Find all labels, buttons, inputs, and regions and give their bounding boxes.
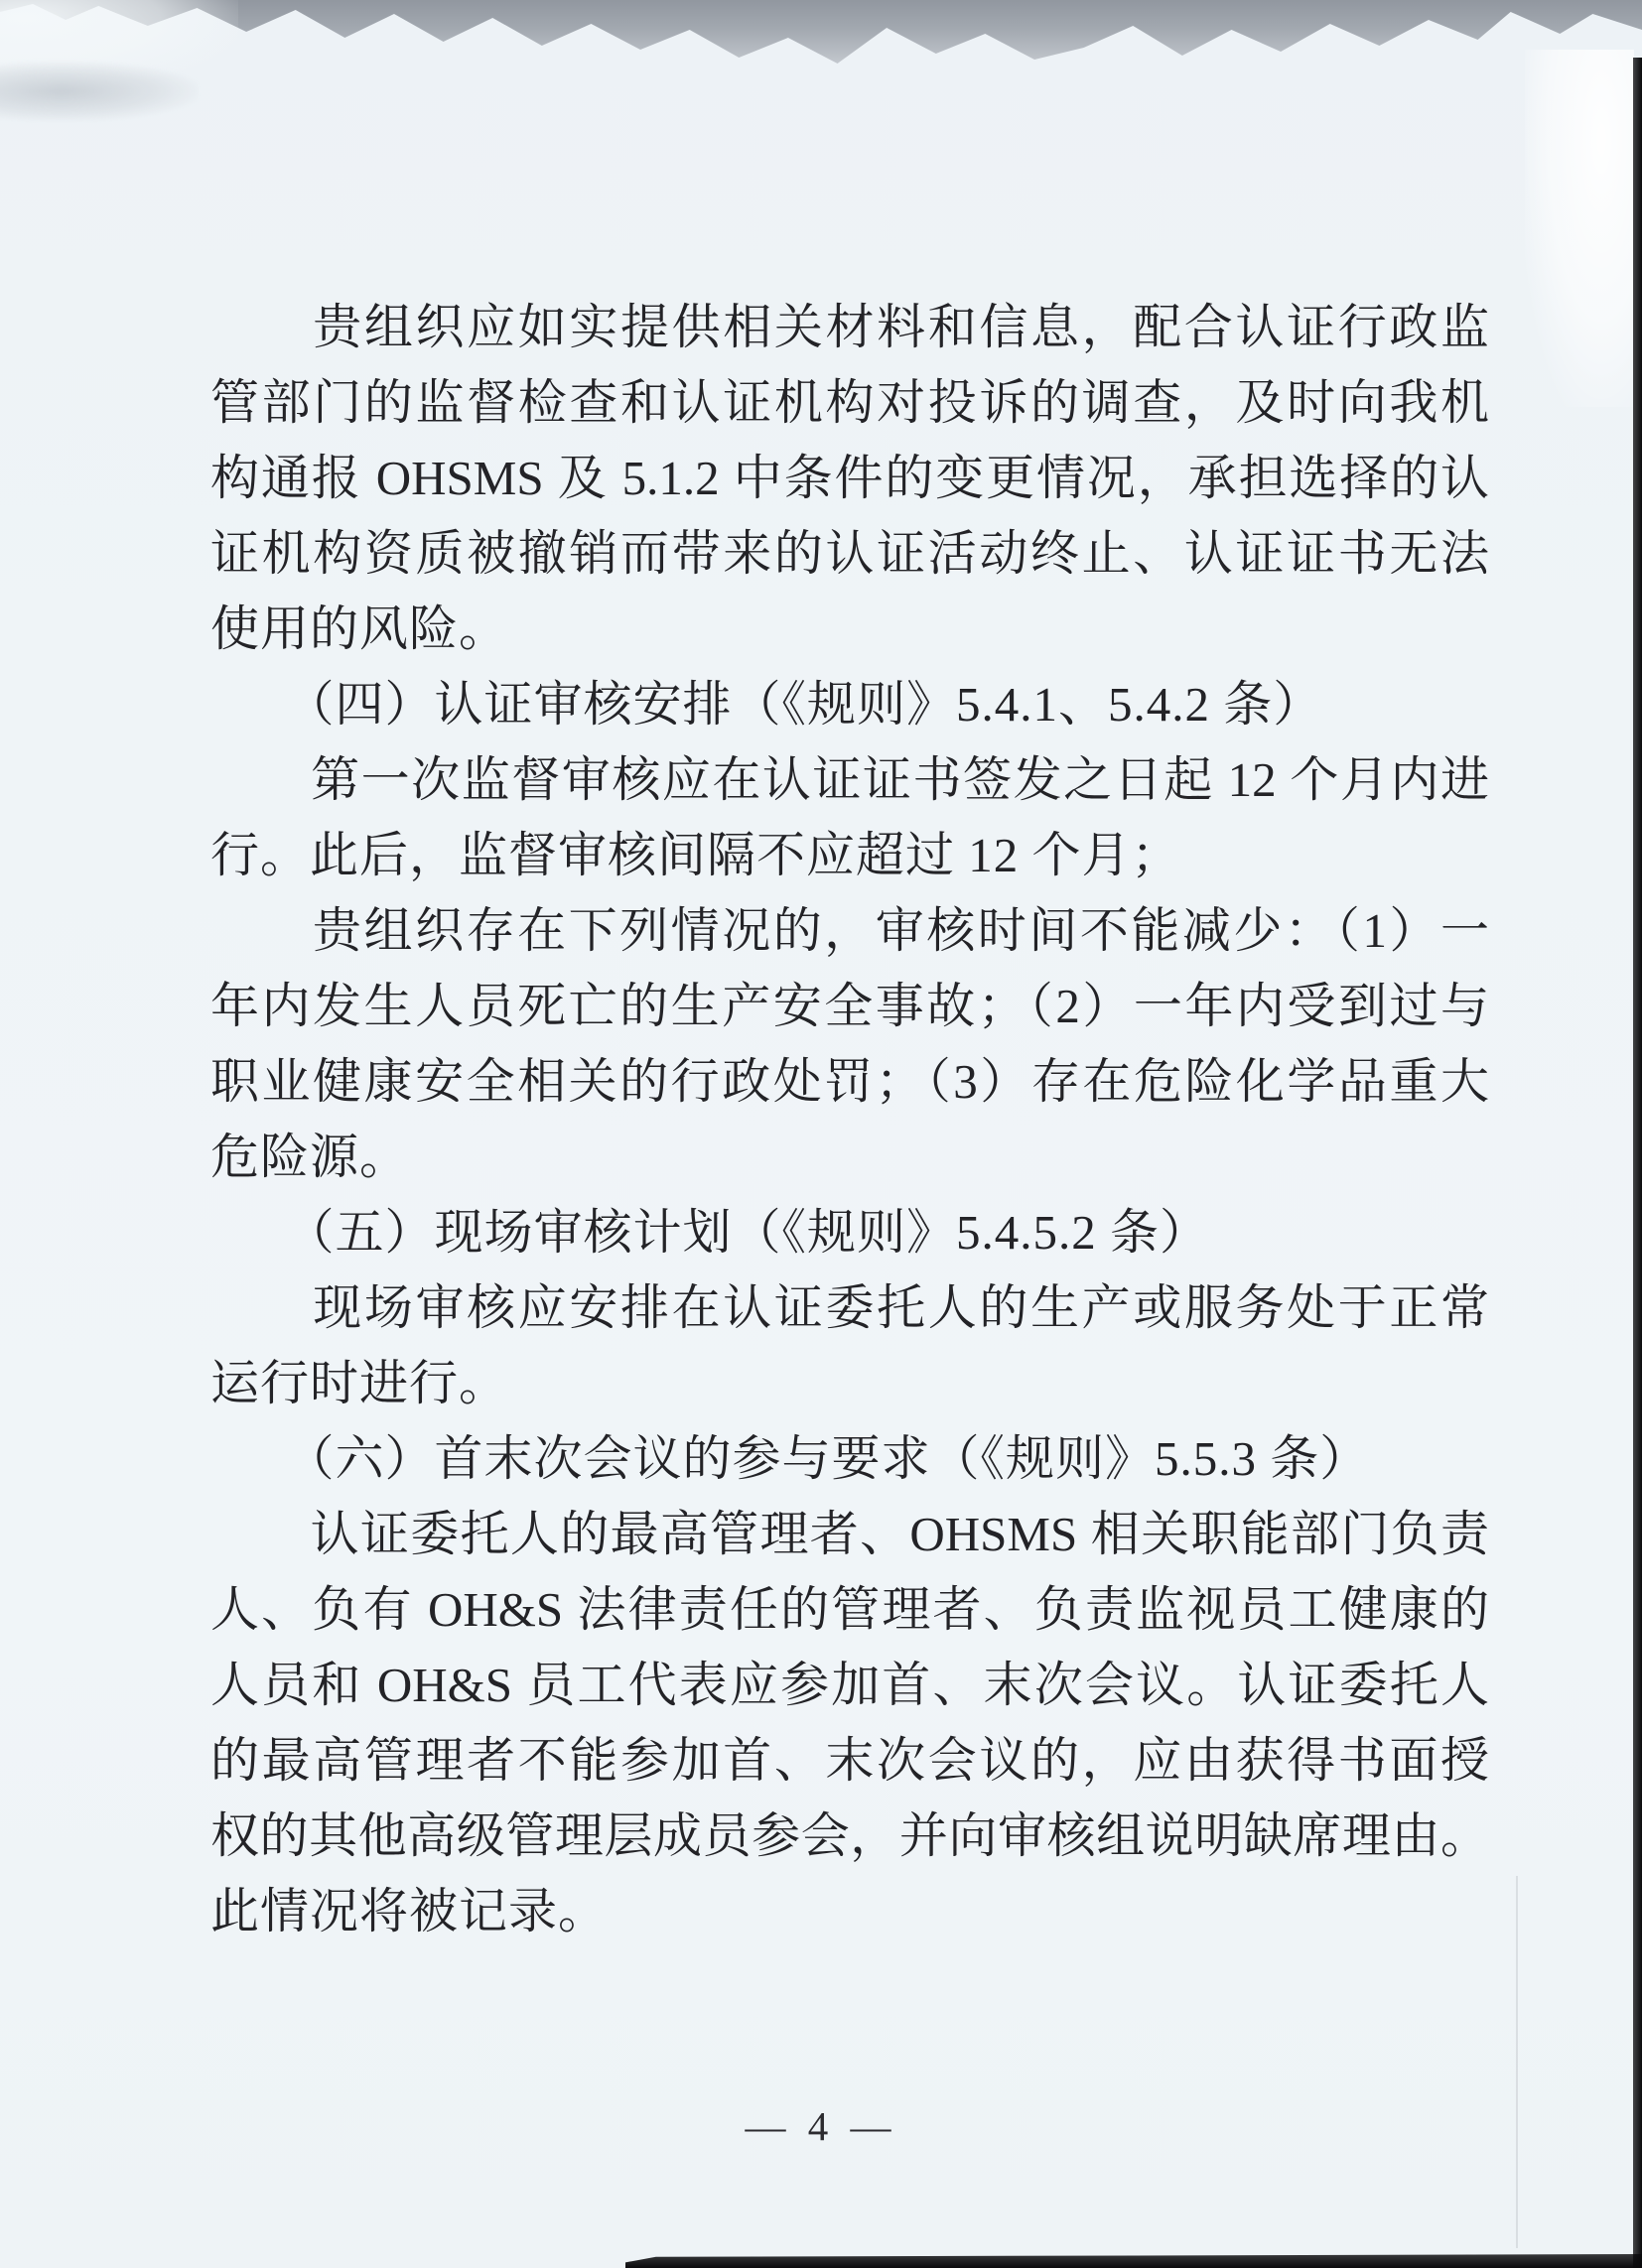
scan-artifact-right-edge (1633, 58, 1642, 2268)
scan-artifact-top-right-highlight (1525, 50, 1634, 407)
section-heading-4: （四）认证审核安排（《规则》5.4.1、5.4.2 条） (210, 677, 1323, 732)
text-line: 证机构资质被撤销而带来的认证活动终止、认证证书无法 (210, 526, 1489, 581)
text-line: 人员和 OH&S 员工代表应参加首、末次会议。认证委托人 (210, 1658, 1489, 1712)
text-line: 贵组织应如实提供相关材料和信息，配合认证行政监 (210, 300, 1489, 354)
document-body (210, 290, 1489, 1949)
text-line: 年内发生人员死亡的生产安全事故；（2）一年内受到过与 (210, 979, 1489, 1033)
scan-artifact-bottom-edge (625, 2254, 1642, 2268)
text-line: 的最高管理者不能参加首、末次会议的，应由获得书面授 (210, 1733, 1489, 1788)
scan-artifact-left-smudge (0, 62, 199, 121)
text-line: 此情况将被记录。 (210, 1884, 609, 1938)
text-line: 使用的风险。 (210, 601, 509, 656)
text-line: 行。此后，监督审核间隔不应超过 12 个月； (210, 828, 1181, 882)
text-line: 危险源。 (210, 1130, 410, 1184)
text-line: 现场审核应安排在认证委托人的生产或服务处于正常 (210, 1280, 1489, 1335)
text-line: 权的其他高级管理层成员参会，并向审核组说明缺席理由。 (210, 1808, 1489, 1863)
text-line: 运行时进行。 (210, 1356, 509, 1410)
text-line: 贵组织存在下列情况的，审核时间不能减少：（1）一 (210, 903, 1489, 958)
text-line: 管部门的监督检查和认证机构对投诉的调查，及时向我机 (210, 375, 1489, 430)
text-line: 构通报 OHSMS 及 5.1.2 中条件的变更情况，承担选择的认 (210, 451, 1489, 505)
scan-artifact-crease (1516, 1876, 1518, 2248)
section-heading-6: （六）首末次会议的参与要求（《规则》5.5.3 条） (210, 1431, 1370, 1486)
text-line: 职业健康安全相关的行政处罚；（3）存在危险化学品重大 (210, 1054, 1489, 1109)
text-line: 第一次监督审核应在认证证书签发之日起 12 个月内进 (210, 752, 1489, 807)
page-number: — 4 — (745, 2103, 897, 2149)
section-heading-5: （五）现场审核计划（《规则》5.4.5.2 条） (210, 1205, 1210, 1260)
text-line: 认证委托人的最高管理者、OHSMS 相关职能部门负责 (210, 1507, 1489, 1561)
scan-artifact-top-band (0, 0, 1642, 71)
text-line: 人、负有 OH&S 法律责任的管理者、负责监视员工健康的 (210, 1582, 1489, 1637)
